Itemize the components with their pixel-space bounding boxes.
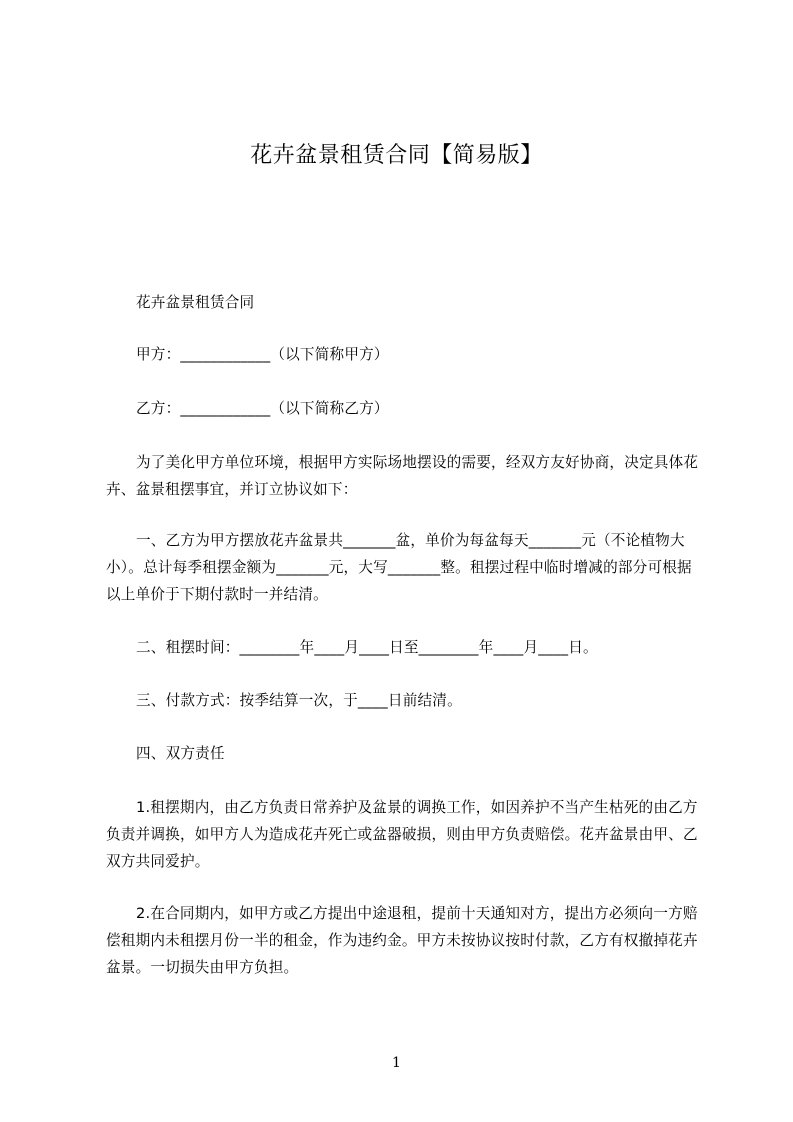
party-a-line: 甲方：____________（以下简称甲方） <box>136 346 389 363</box>
contract-heading: 花卉盆景租赁合同 <box>136 294 255 311</box>
clause-4-item-2: 2.在合同期内，如甲方或乙方提出中途退租，提前十天通知对方，提出方必须向一方赔偿租期内未租摆月份一半的租金，作为违约金。甲方未按协议按时付款，乙方有权撤掉花卉盆景。一切损失由甲方负担。 <box>106 905 698 976</box>
page-number: 1 <box>392 1055 401 1071</box>
clause-4-heading: 四、双方责任 <box>136 745 225 762</box>
preamble-paragraph: 为了美化甲方单位环境，根据甲方实际场地摆设的需要，经双方友好协商，决定具体花卉、盆景租摆事宜，并订立协议如下： <box>106 454 699 498</box>
clause-3-payment: 三、付款方式：按季结算一次，于____日前结清。 <box>136 692 462 709</box>
party-b-line: 乙方：____________（以下简称乙方） <box>136 400 389 417</box>
document-title: 花卉盆景租赁合同【简易版】 <box>250 143 543 168</box>
clause-2-rental-period: 二、租摆时间：________年____月____日至________年____月____日。 <box>136 639 598 656</box>
clause-1-quantity-price: 一、乙方为甲方摆放花卉盆景共_______盆，单价为每盆每天_______元（不论植物大小）。总计每季租摆金额为_______元，大写_______整。租摆过程中临时增减的部分可根据以上单价于下期付款时一并结清。 <box>106 532 692 603</box>
clause-4-item-1: 1.租摆期内，由乙方负责日常养护及盆景的调换工作，如因养护不当产生枯死的由乙方负责并调换，如甲方人为造成花卉死亡或盆器破损，则由甲方负责赔偿。花卉盆景由甲、乙双方共同爱护。 <box>106 799 698 870</box>
